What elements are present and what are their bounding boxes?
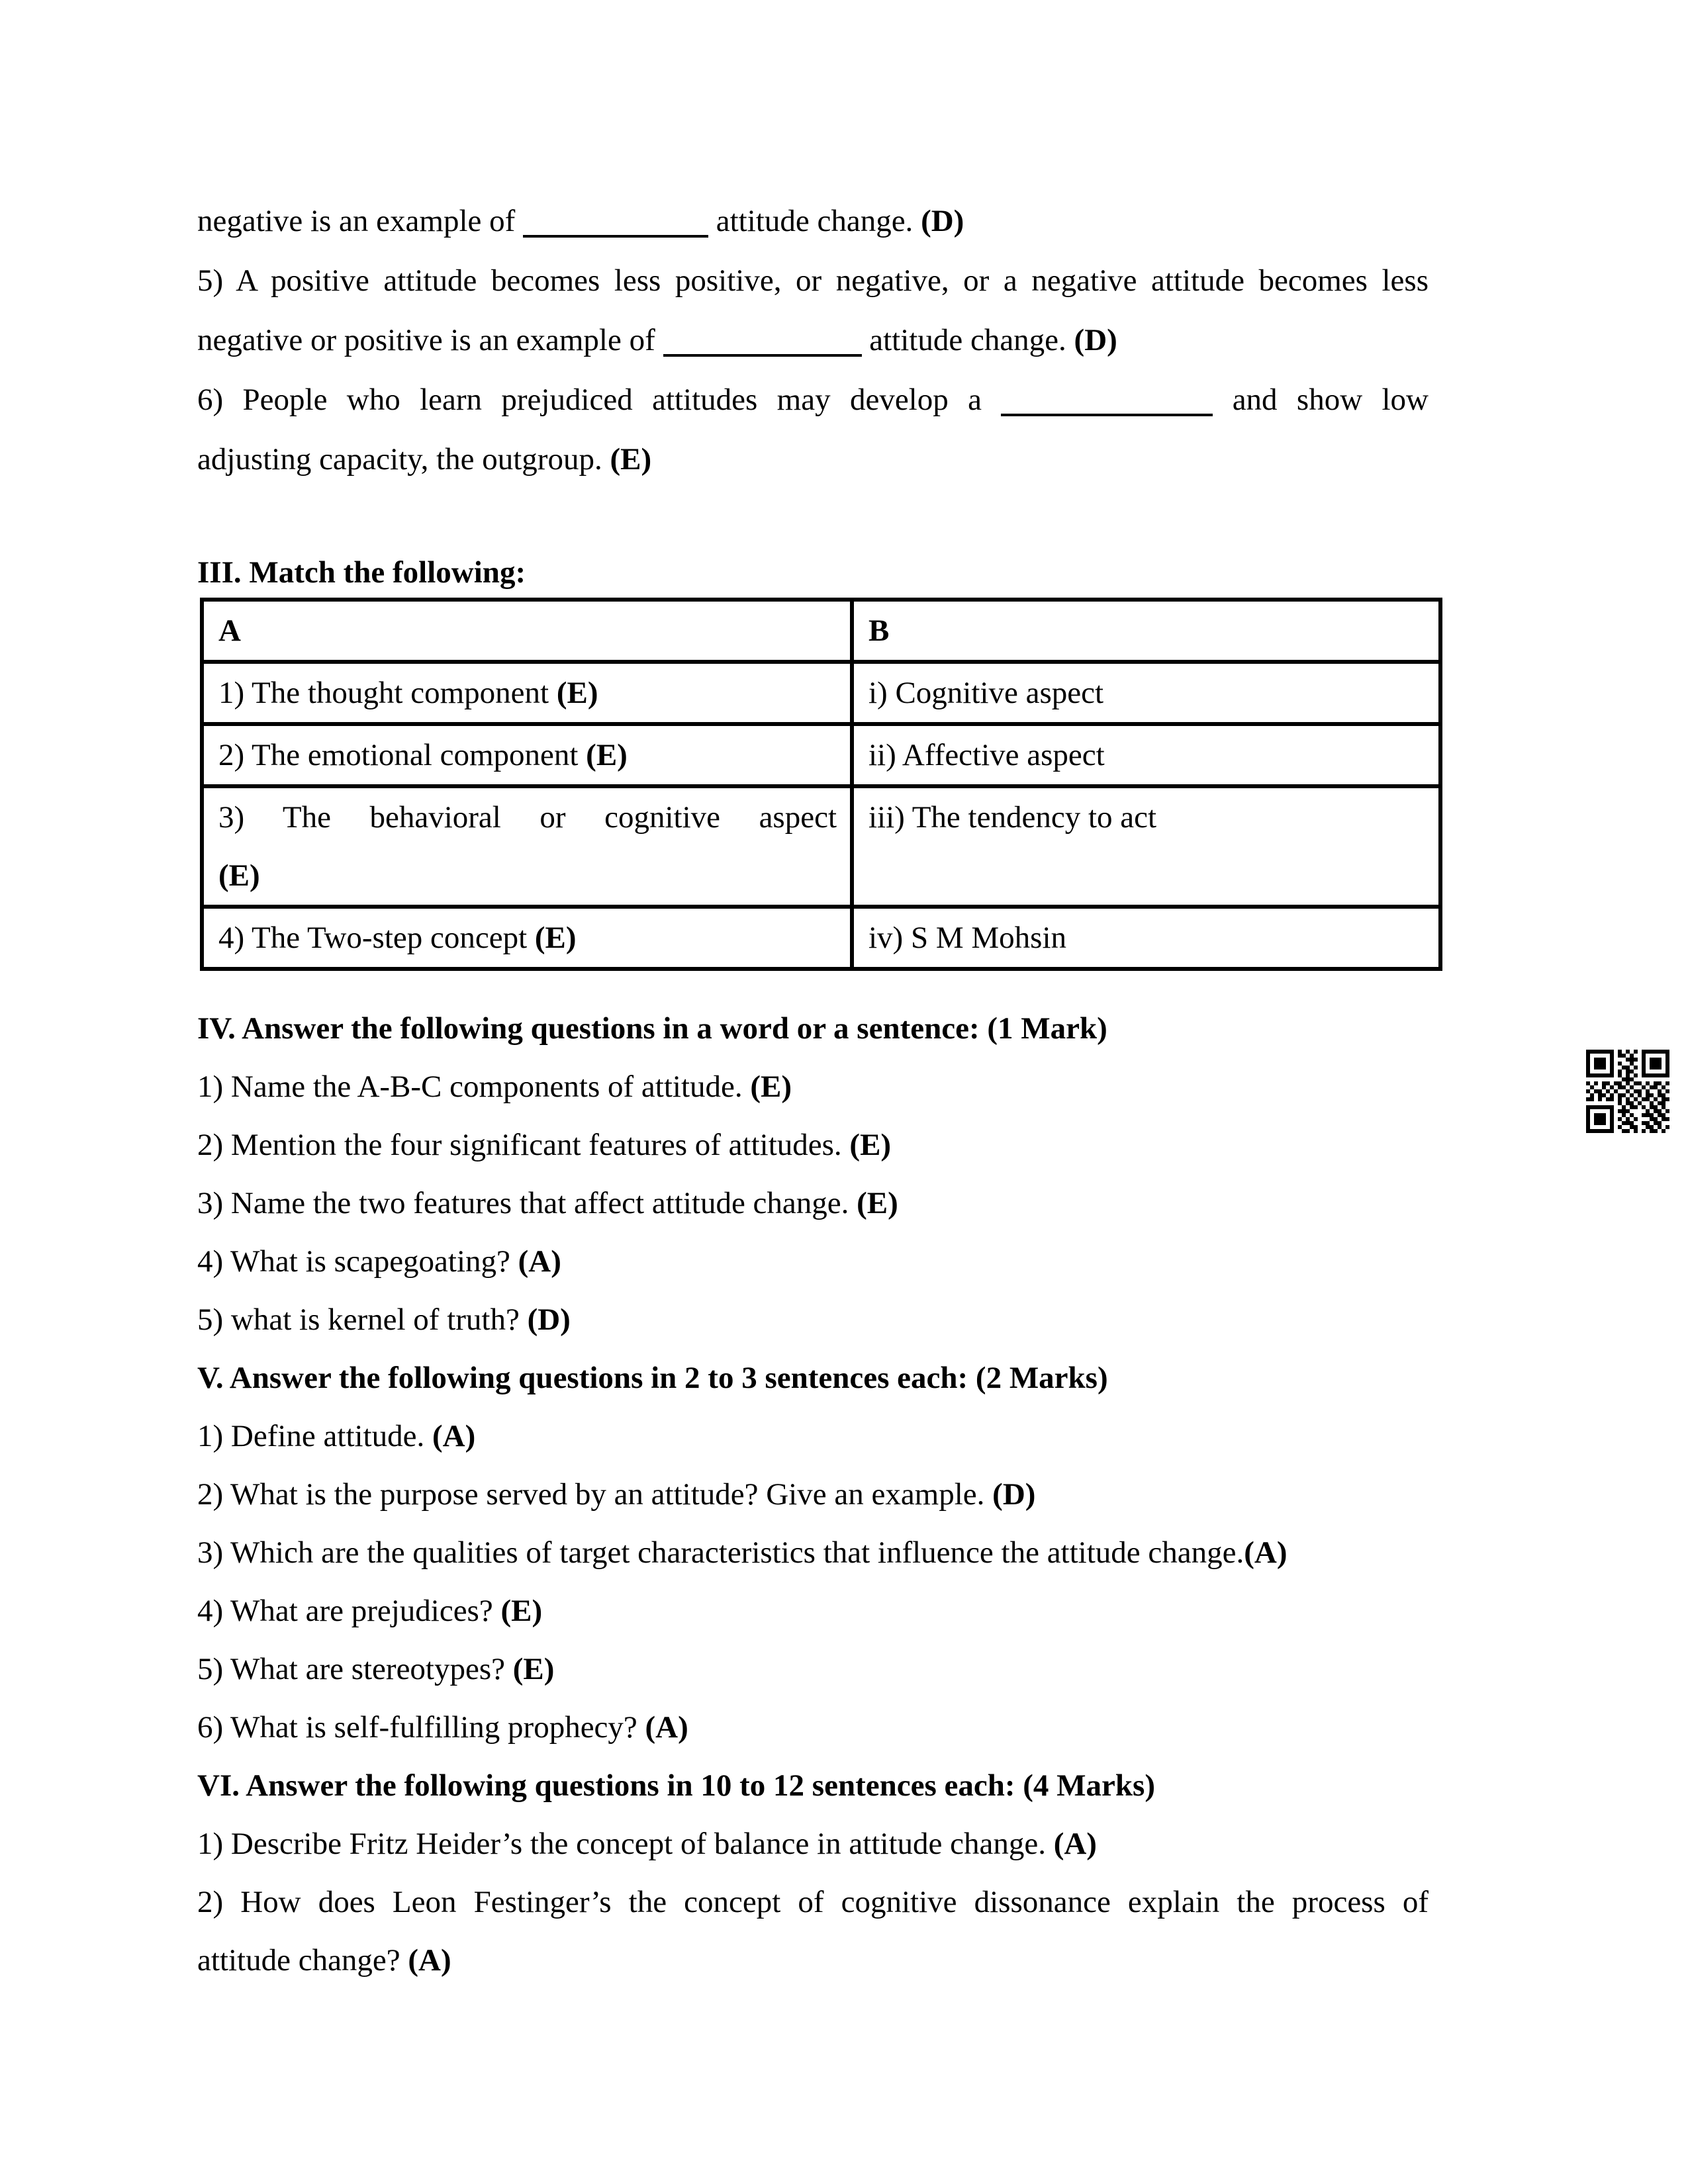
difficulty-marker: (A) — [510, 1244, 561, 1279]
question-text: 4) What are prejudices? — [197, 1594, 493, 1628]
section-heading-iv: IV. Answer the following questions in a word or a sentence: (1 Mark) — [197, 1011, 1107, 1046]
difficulty-marker: (D) — [984, 1477, 1036, 1512]
table-cell-a — [202, 724, 852, 786]
cell-text: 1) The thought component — [218, 676, 549, 710]
difficulty-marker: (E) — [505, 1652, 555, 1686]
difficulty-marker: (E) — [549, 676, 598, 710]
table-row — [202, 786, 1440, 907]
difficulty-marker: (A) — [400, 1943, 451, 1978]
difficulty-marker: (D) — [1066, 323, 1117, 357]
difficulty-marker: (A) — [1244, 1535, 1288, 1570]
table-cell-a — [202, 907, 852, 969]
question-text: 1) Name the A-B-C components of attitude. — [197, 1069, 743, 1104]
question-line — [197, 1815, 1429, 1873]
table-cell-a — [202, 786, 852, 907]
section-heading-v: V. Answer the following questions in 2 to 3 sentences each: (2 Marks) — [197, 1361, 1108, 1395]
question-line — [197, 1116, 1429, 1174]
difficulty-marker: (E) — [578, 738, 628, 772]
question-line — [197, 1174, 1429, 1232]
question-line — [197, 1582, 1429, 1640]
section-heading-vi: VI. Answer the following questions in 10 to 12 sentences each: (4 Marks) — [197, 1768, 1155, 1803]
section-vi — [197, 1756, 1429, 1989]
table-cell-b: iii) The tendency to act — [852, 786, 1440, 907]
question-line — [197, 1291, 1429, 1349]
question-line — [197, 1698, 1429, 1756]
intro-line-text: attitude change. — [716, 204, 914, 238]
question-line — [197, 1873, 1429, 1931]
intro-paragraph — [197, 191, 1429, 489]
question-text: 3) Name the two features that affect attitude change. — [197, 1186, 849, 1220]
question-text: 1) Define attitude. — [197, 1419, 425, 1453]
table-cell-b: i) Cognitive aspect — [852, 662, 1440, 724]
intro-line — [197, 251, 1429, 310]
question-line — [197, 1232, 1429, 1291]
difficulty-marker: (E) — [849, 1186, 898, 1220]
question-text: 2) What is the purpose served by an attitude? Give an example. — [197, 1477, 985, 1512]
question-line — [197, 1640, 1429, 1698]
difficulty-marker: (A) — [424, 1419, 476, 1453]
section-v — [197, 1349, 1429, 1756]
question-text: 2) How does Leon Festinger’s the concept of cognitive dissonance explain the process of — [197, 1885, 1429, 1919]
intro-line-text: and show low — [1232, 383, 1429, 417]
question-text: 5) What are stereotypes? — [197, 1652, 505, 1686]
cell-text: 3) The behavioral or cognitive aspect — [218, 800, 837, 835]
question-sections — [197, 999, 1429, 1989]
question-text: 1) Describe Fritz Heider’s the concept of balance in attitude change. — [197, 1827, 1046, 1861]
intro-line — [197, 430, 1429, 489]
question-line — [197, 1524, 1429, 1582]
table-cell-b: iv) S M Mohsin — [852, 907, 1440, 969]
section-iv — [197, 999, 1429, 1349]
difficulty-marker: (E) — [602, 442, 652, 477]
table-row — [202, 724, 1440, 786]
table-cell-b: ii) Affective aspect — [852, 724, 1440, 786]
difficulty-marker: (E) — [492, 1594, 543, 1628]
intro-line — [197, 191, 1429, 251]
difficulty-marker: (E) — [742, 1069, 792, 1104]
question-line — [197, 1931, 1429, 1989]
intro-line-text: 6) People who learn prejudiced attitudes may develop a — [197, 383, 982, 417]
blank-underline — [523, 208, 708, 238]
question-line — [197, 1407, 1429, 1465]
intro-line-text: attitude change. — [869, 323, 1066, 357]
difficulty-marker: (E) — [218, 858, 260, 893]
intro-line-text: adjusting capacity, the outgroup. — [197, 442, 602, 477]
difficulty-marker: (E) — [841, 1128, 892, 1162]
intro-line-text: 5) A positive attitude becomes less positive, or negative, or a negative attitude becomes less — [197, 263, 1429, 298]
match-table — [200, 598, 1442, 971]
table-row — [202, 662, 1440, 724]
table-cell-a — [202, 662, 852, 724]
blank-underline — [663, 328, 862, 357]
cell-text: 4) The Two-step concept — [218, 921, 528, 955]
intro-line — [197, 310, 1429, 370]
table-header-a: A — [202, 600, 852, 662]
blank-underline — [1001, 387, 1213, 416]
cell-text: 2) The emotional component — [218, 738, 579, 772]
intro-line — [197, 370, 1429, 430]
difficulty-marker: (D) — [519, 1302, 571, 1337]
question-text: 6) What is self-fulfilling prophecy? — [197, 1710, 637, 1745]
question-text: attitude change? — [197, 1943, 400, 1978]
qr-module — [1665, 1129, 1669, 1133]
question-text: 2) Mention the four significant features of attitudes. — [197, 1128, 842, 1162]
table-row — [202, 907, 1440, 969]
difficulty-marker: (A) — [637, 1710, 688, 1745]
difficulty-marker: (E) — [527, 921, 577, 955]
qr-code-icon — [1586, 1050, 1669, 1133]
difficulty-marker: (A) — [1045, 1827, 1097, 1861]
question-line — [197, 1058, 1429, 1116]
question-text: 4) What is scapegoating? — [197, 1244, 510, 1279]
intro-line-text: negative or positive is an example of — [197, 323, 655, 357]
question-text: 5) what is kernel of truth? — [197, 1302, 520, 1337]
intro-line-text: negative is an example of — [197, 204, 516, 238]
question-line — [197, 1465, 1429, 1524]
table-header-row — [202, 600, 1440, 662]
difficulty-marker: (D) — [913, 204, 964, 238]
section-heading-iii: III. Match the following: — [197, 555, 526, 590]
question-text: 3) Which are the qualities of target characteristics that influence the attitude change. — [197, 1535, 1244, 1570]
table-header-b: B — [852, 600, 1440, 662]
